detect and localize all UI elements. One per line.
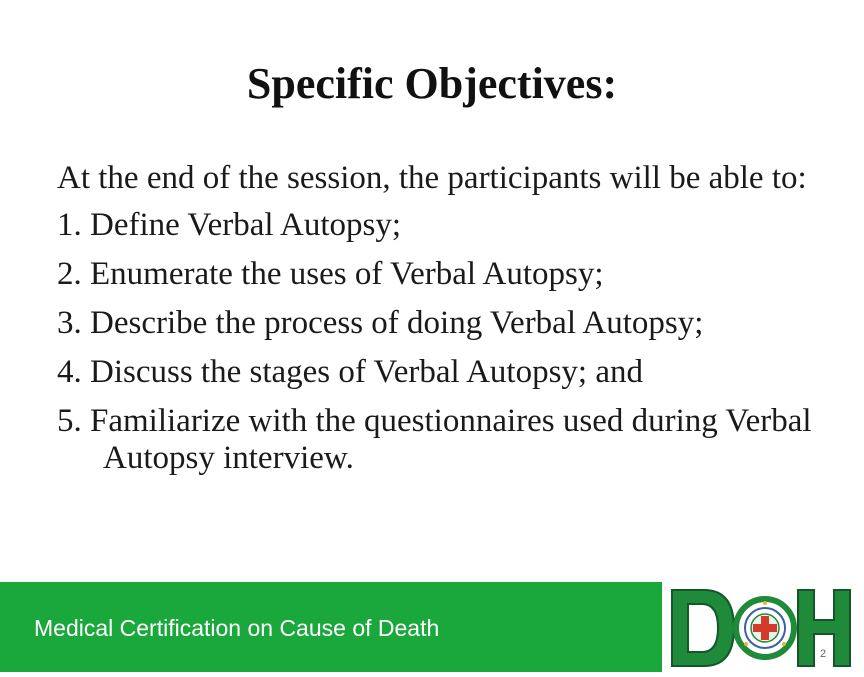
objective-item: 4. Discuss the stages of Verbal Autopsy; and — [57, 354, 643, 390]
footer-bar — [0, 582, 662, 672]
doh-seal-icon — [736, 599, 794, 657]
slide-title: Specific Objectives: — [246, 59, 618, 108]
intro-text: At the end of the session, the participants will be able to: — [57, 160, 807, 196]
objective-item: 5. Familiarize with the questionnaires used during Verbal Autopsy interview. — [57, 403, 812, 476]
doh-logo-graphic — [662, 582, 864, 672]
slide-body — [57, 160, 847, 489]
doh-logo — [662, 582, 864, 672]
objective-item: 3. Describe the process of doing Verbal Autopsy; — [57, 305, 704, 341]
objective-item: 1. Define Verbal Autopsy; — [57, 207, 402, 243]
objectives-list — [57, 207, 847, 477]
page-number: 2 — [820, 648, 827, 660]
objective-item: 2. Enumerate the uses of Verbal Autopsy; — [57, 256, 604, 292]
footer-text: Medical Certification on Cause of Death — [34, 615, 440, 641]
